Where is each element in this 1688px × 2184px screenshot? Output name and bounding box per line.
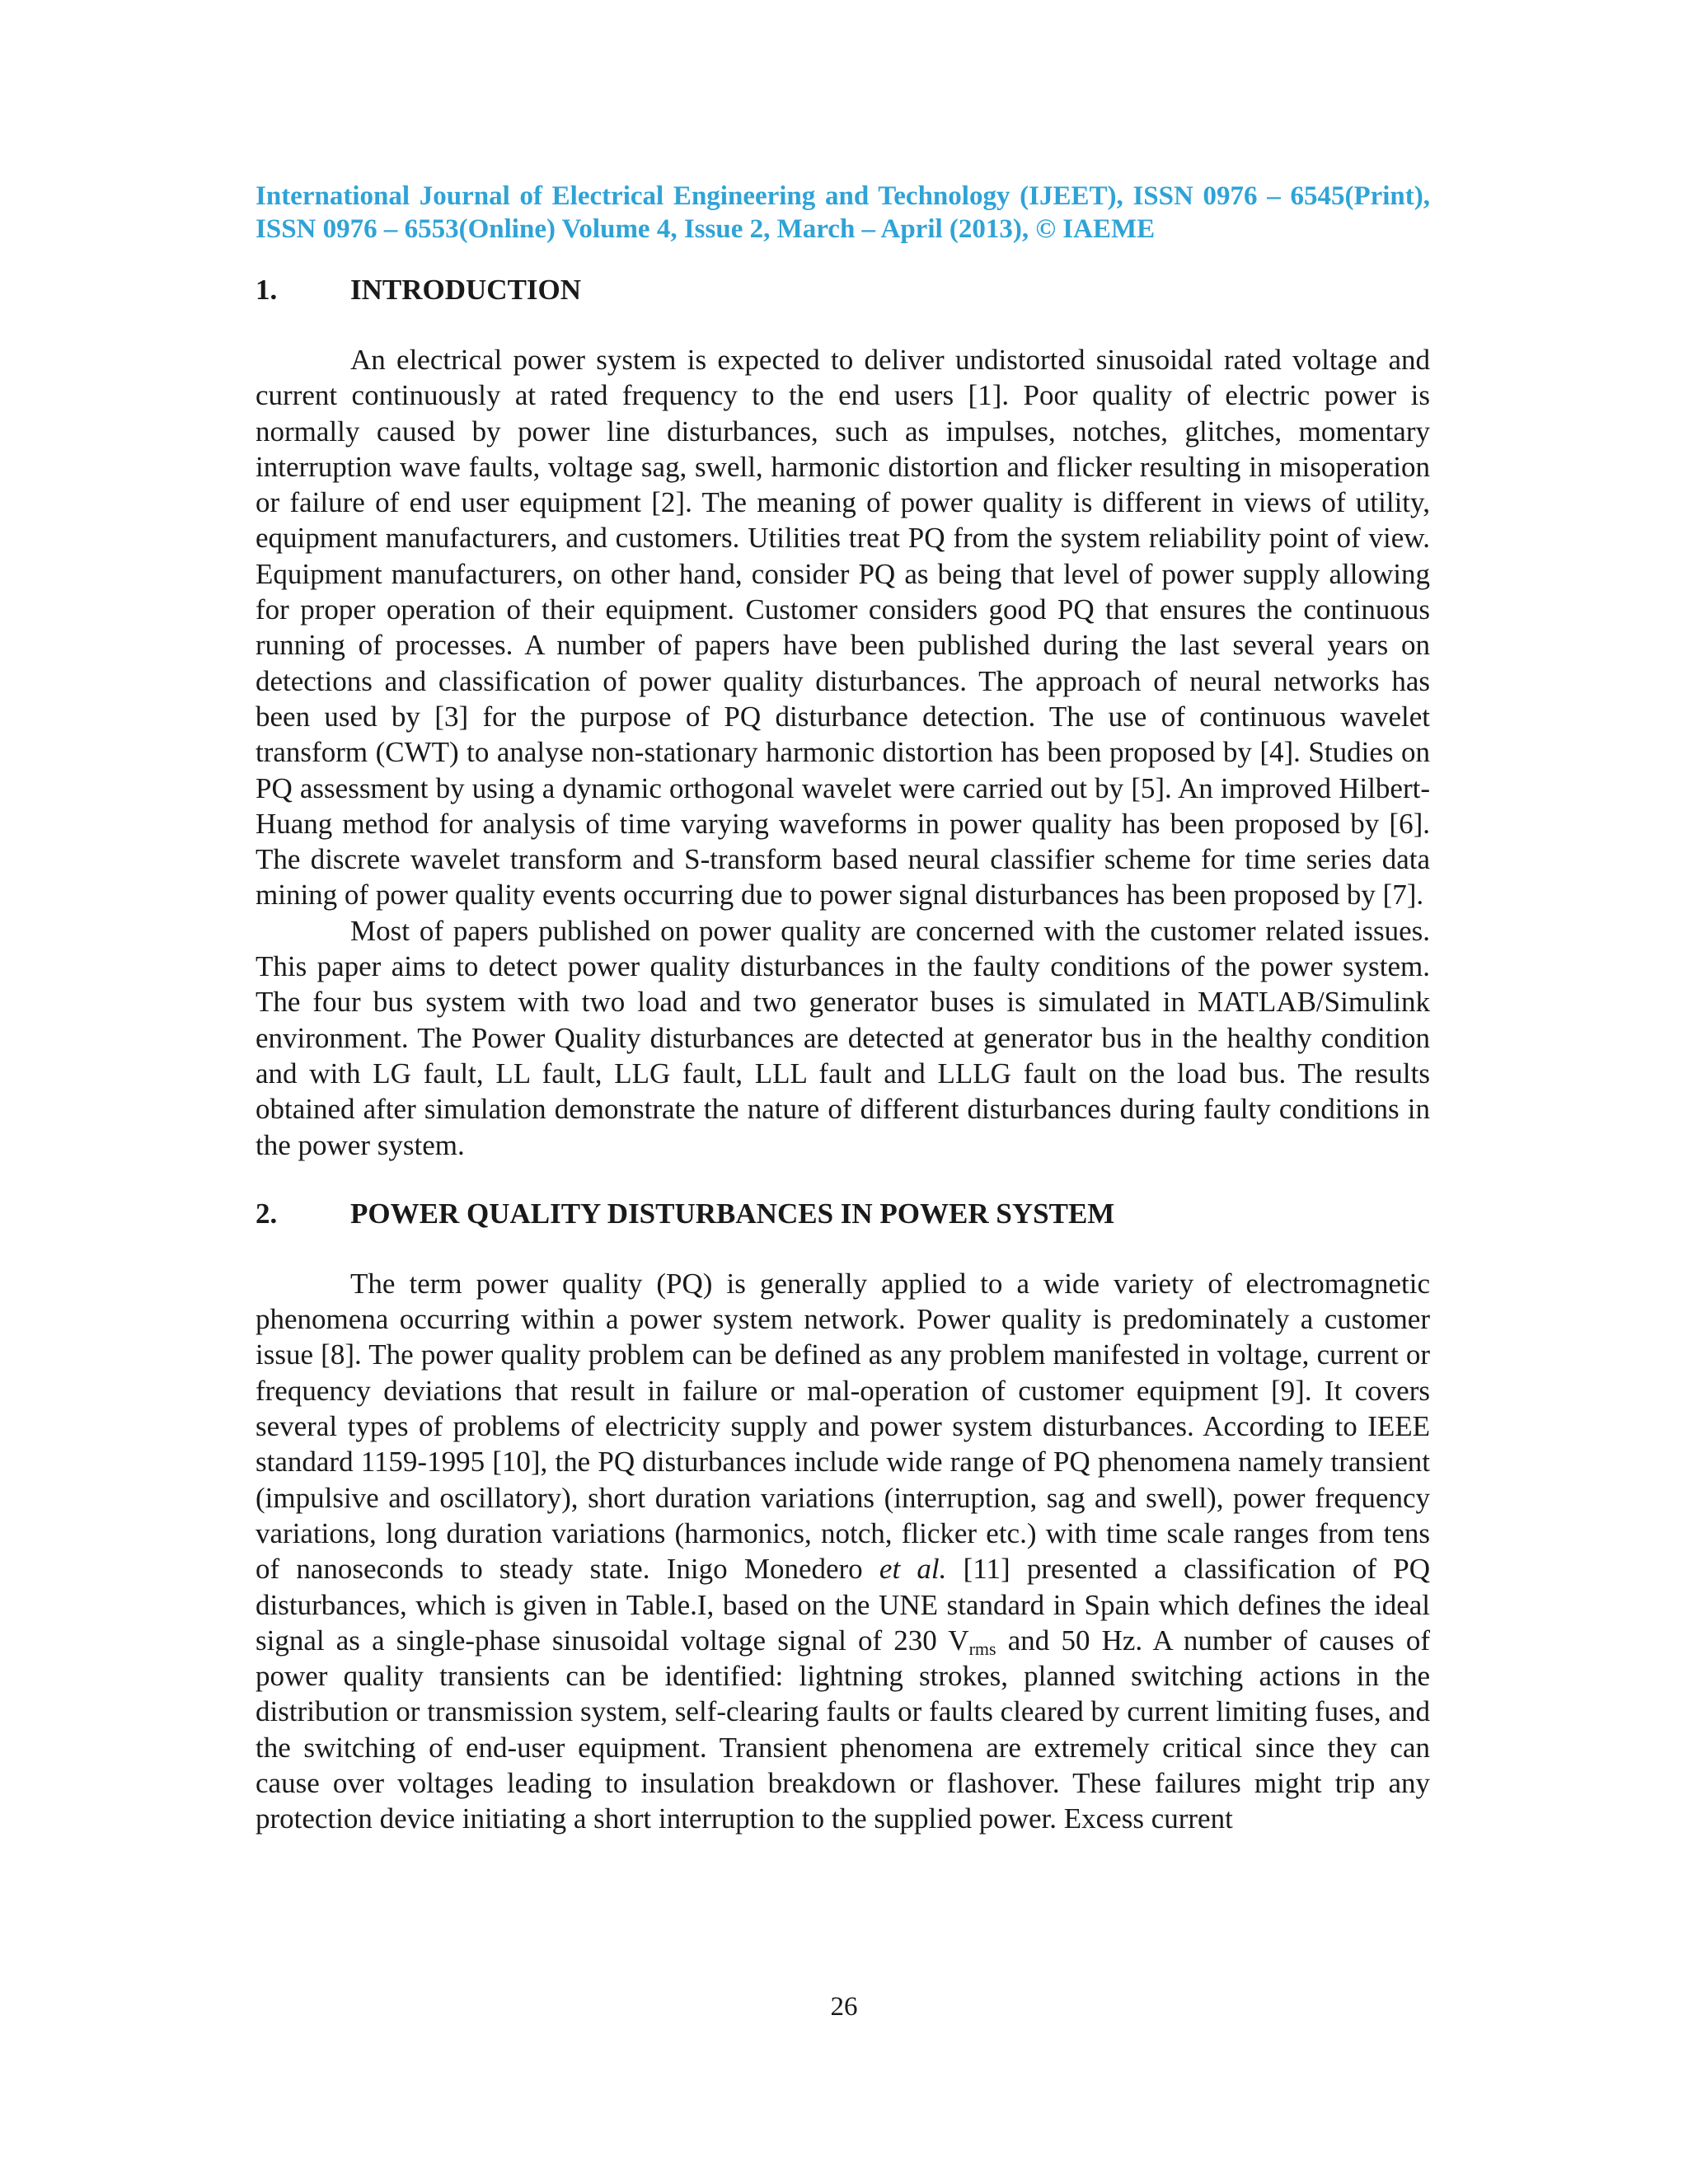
section-heading-introduction bbox=[256, 274, 1430, 307]
subscript-rms: rms bbox=[968, 1638, 996, 1659]
section-title: INTRODUCTION bbox=[350, 274, 582, 306]
paper-page bbox=[256, 180, 1430, 1837]
section-title: POWER QUALITY DISTURBANCES IN POWER SYSTEM bbox=[350, 1197, 1115, 1230]
page-number: 26 bbox=[830, 1992, 858, 2022]
section-number: 2. bbox=[256, 1197, 278, 1230]
paragraph-text: The term power quality (PQ) is generally applied to a wide variety of electromagnetic phenomena occurring within a power system network. Power quality is predominately a customer issue [8]. The power quality problem can be defined as any problem manifested in voltage, current or frequency deviations that result in failure or mal-operation of customer equipment [9]. It covers several types of problems of electricity supply and power system disturbances. According to IEEE standard 1159-1995 [10], the PQ disturbances include wide range of PQ phenomena namely transient (impulsive and oscillatory), short duration variations (interruption, sag and swell), power frequency variations, long duration variations (harmonics, notch, flicker etc.) with time scale ranges from tens of nanoseconds to steady state. Inigo Monedero bbox=[256, 1267, 1430, 1586]
section-heading-power-quality bbox=[256, 1197, 1430, 1230]
section-number: 1. bbox=[256, 274, 278, 306]
paragraph-text: [11] presented a classification of PQ disturbances, which is given in Table.I, based on the UNE standard in Spain which defines the ideal signal as a single-phase sinusoidal voltage signal of 230 V bbox=[256, 1553, 1430, 1657]
paragraph: An electrical power system is expected to deliver undistorted sinusoidal rated voltage and current continuously at rated frequency to the end users [1]. Poor quality of electric power is normally caused by power line disturbances, such as impulses, notches, glitches, momentary interruption wave faults, voltage sag, swell, harmonic distortion and flicker resulting in misoperation or failure of end user equipment [2]. The meaning of power quality is different in views of utility, equipment manufacturers, and customers. Utilities treat PQ from the system reliability point of view. Equipment manufacturers, on other hand, consider PQ as being that level of power supply allowing for proper operation of their equipment. Customer considers good PQ that ensures the continuous running of processes. A number of papers have been published during the last several years on detections and classification of power quality disturbances. The approach of neural networks has been used by [3] for the purpose of PQ disturbance detection. The use of continuous wavelet transform (CWT) to analyse non-stationary harmonic distortion has been proposed by [4]. Studies on PQ assessment by using a dynamic orthogonal wavelet were carried out by [5]. An improved Hilbert-Huang method for analysis of time varying waveforms in power quality has been proposed by [6]. The discrete wavelet transform and S-transform based neural classifier scheme for time series data mining of power quality events occurring due to power signal disturbances has been proposed by [7]. bbox=[256, 344, 1430, 912]
paragraph: Most of papers published on power quality are concerned with the customer related issues. This paper aims to detect power quality disturbances in the faulty conditions of the power system. The four bus system with two load and two generator buses is simulated in MATLAB/Simulink environment. The Power Quality disturbances are detected at generator bus in the healthy condition and with LG fault, LL fault, LLG fault, LLL fault and LLLG fault on the load bus. The results obtained after simulation demonstrate the nature of different disturbances during faulty conditions in the power system. bbox=[256, 914, 1430, 1161]
paragraph-italic: et al. bbox=[879, 1553, 947, 1586]
paragraph bbox=[256, 1266, 1430, 1837]
journal-header: International Journal of Electrical Engineering and Technology (IJEET), ISSN 0976 – 6545(Print), ISSN 0976 – 6553(Online) Volume 4, Issue 2, March – April (2013), © IAEME bbox=[256, 181, 1430, 244]
paragraph-text: and 50 Hz. A number of causes of power quality transients can be identified: lightning strokes, planned switching actions in the distribution or transmission system, self-clearing faults or faults cleared by current limiting fuses, and the switching of end-user equipment. Transient phenomena are extremely critical since they can cause over voltages leading to insulation breakdown or flashover. These failures might trip any protection device initiating a short interruption to the supplied power. Excess current bbox=[256, 1624, 1430, 1835]
